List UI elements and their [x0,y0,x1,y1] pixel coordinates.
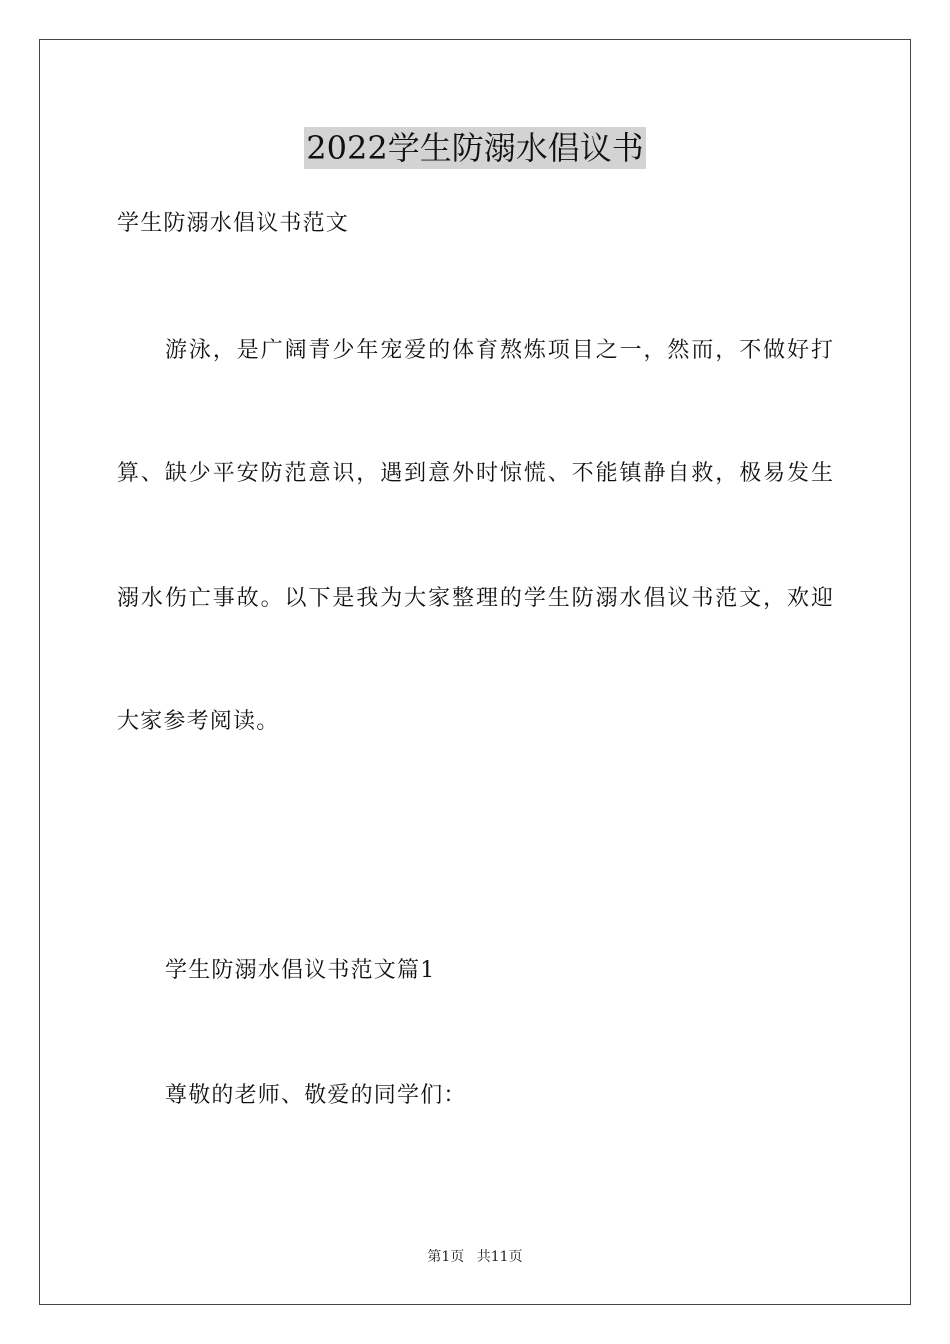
intro-line-1: 游泳，是广阔青少年宠爱的体育熬炼项目之一，然而，不做好打 [165,338,833,363]
document-subtitle: 学生防溺水倡议书范文 [117,211,350,236]
page-number: 第1页 [427,1249,465,1265]
page-total: 共11页 [476,1249,523,1265]
salutation: 尊敬的老师、敬爱的同学们： [165,1083,467,1108]
title-container [0,127,950,169]
section-heading: 学生防溺水倡议书范文篇1 [165,958,436,983]
intro-line-4: 大家参考阅读。 [117,709,280,734]
page-footer [0,1247,950,1267]
intro-line-2: 算、缺少平安防范意识，遇到意外时惊慌、不能镇静自救，极易发生 [117,461,833,486]
intro-line-3: 溺水伤亡事故。以下是我为大家整理的学生防溺水倡议书范文，欢迎 [117,586,833,611]
document-title: 2022学生防溺水倡议书 [306,129,644,167]
